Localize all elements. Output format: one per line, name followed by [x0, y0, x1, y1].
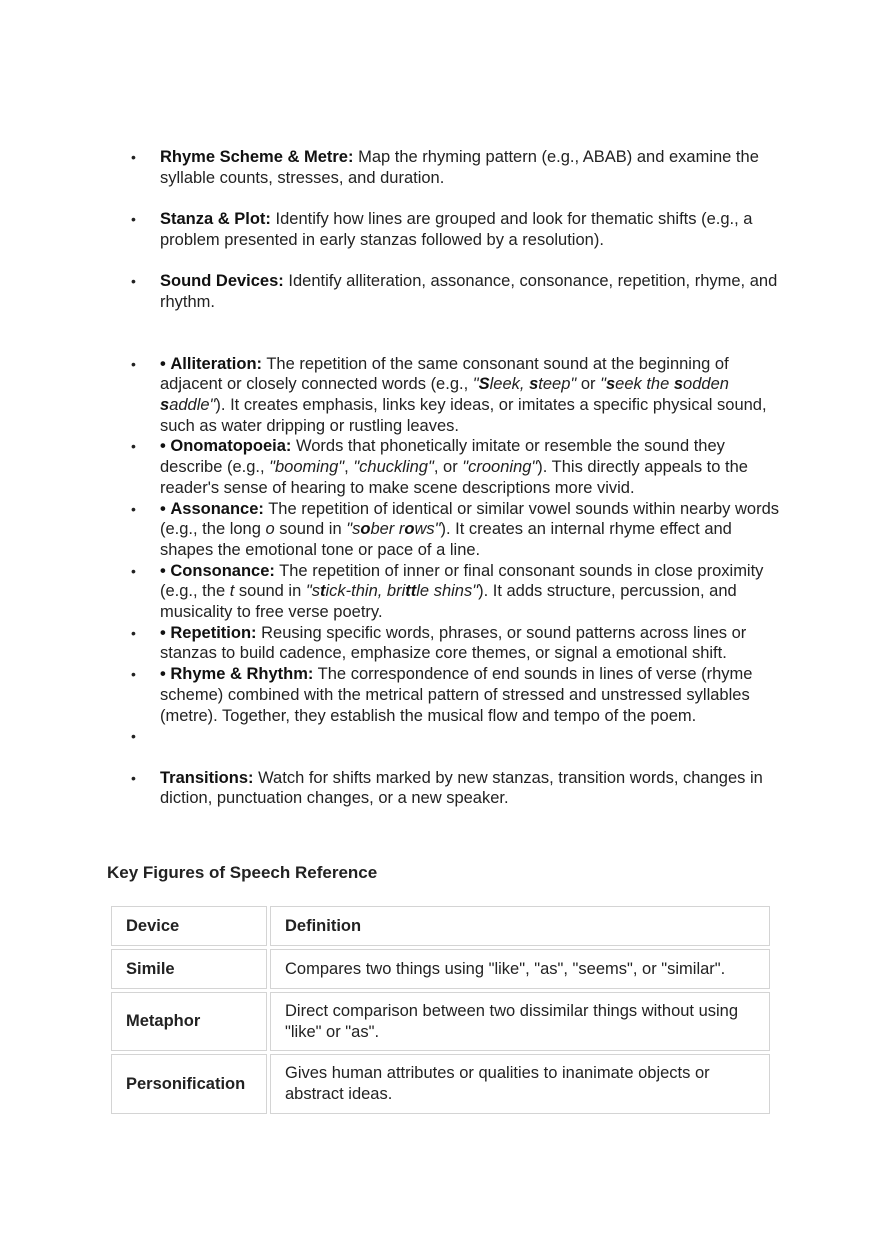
- list-item-term: Consonance:: [170, 561, 275, 580]
- bullet-icon: •: [131, 769, 136, 786]
- table-row: [111, 1054, 770, 1113]
- device-cell: Personification: [111, 1054, 267, 1113]
- bullet-icon: •: [131, 562, 136, 579]
- list-item: [0, 209, 880, 250]
- bullet-icon: •: [131, 273, 136, 290]
- list-item-term: Rhyme & Rhythm:: [170, 665, 314, 684]
- sound-letter: o: [265, 520, 275, 539]
- list-item-assonance: • • Assonance: The repetition of identical or similar vowel sounds within nearby words (e.g., the long o sound in "sober rows"). It creates an internal rhyme effect and shapes the emotional tone or pace of a line.: [131, 499, 780, 559]
- column-header-definition: Definition: [270, 906, 770, 946]
- list-item-onomatopoeia: • • Onomatopoeia: Words that phonetically imitate or resemble the sound they describe (e.g., "booming", "chuckling", or "crooning"). This directly appeals to the reader's sense of hearing to make scene descriptions more vivid.: [131, 437, 748, 497]
- device-cell: Metaphor: [111, 992, 267, 1051]
- example-booming: "booming": [269, 458, 345, 477]
- bullet-icon: •: [131, 728, 136, 745]
- list-item-text: Map the rhyming pattern (e.g., ABAB) and examine the syllable counts, stresses, and duration.: [160, 148, 759, 187]
- analysis-bullet-list: [0, 147, 880, 809]
- list-item-term: Assonance:: [170, 499, 264, 518]
- list-item-transitions: • Transitions: Watch for shifts marked by new stanzas, transition words, changes in diction, punctuation changes, or a new speaker.: [131, 768, 763, 808]
- section-heading: Key Figures of Speech Reference: [107, 863, 378, 882]
- list-item-alliteration: • • Alliteration: The repetition of the same consonant sound at the beginning of adjacent or closely connected words (e.g., "Sleek, steep" or "seek the sodden saddle"). It creates emphasis, links key ideas, or imitates a specific physical sound, such as water dripping or rustling leaves.: [131, 354, 767, 435]
- bullet-icon: •: [131, 149, 136, 165]
- list-item-text: Identify how lines are grouped and look for thematic shifts (e.g., a problem presented in early stanzas followed by a resolution).: [160, 210, 753, 249]
- list-item-term: Sound Devices:: [160, 272, 284, 291]
- example-sleek-steep: "Sleek, steep": [472, 375, 577, 394]
- list-item: [0, 147, 880, 188]
- bullet-icon: •: [131, 438, 136, 455]
- bullet-icon: •: [131, 211, 136, 228]
- example-crooning: "crooning": [462, 458, 538, 477]
- inner-bullet-icon: •: [160, 437, 166, 456]
- bullet-icon: •: [131, 500, 136, 517]
- list-item-term: Onomatopoeia:: [170, 437, 292, 456]
- definition-cell: Direct comparison between two dissimilar things without using "like" or "as".: [270, 992, 770, 1051]
- bullet-icon: •: [131, 624, 136, 641]
- example-chuckling: "chuckling": [353, 458, 434, 477]
- list-item-term: Transitions:: [160, 768, 254, 787]
- list-item-text: Identify alliteration, assonance, consonance, repetition, rhyme, and rhythm.: [160, 272, 778, 311]
- figures-of-speech-table: [108, 903, 773, 1117]
- inner-bullet-icon: •: [160, 499, 166, 518]
- list-item: [0, 271, 880, 312]
- list-item-repetition: • • Repetition: Reusing specific words, phrases, or sound patterns across lines or stanzas to build cadence, emphasize core themes, or signal a emotional shift.: [131, 623, 747, 663]
- list-item-term: Repetition:: [170, 623, 257, 642]
- example-seek-the-sodden-saddle: "seek the sodden saddle": [160, 375, 729, 414]
- definition-cell: Gives human attributes or qualities to inanimate objects or abstract ideas.: [270, 1054, 770, 1113]
- column-header-device: Device: [111, 906, 267, 946]
- list-item-consonance: • • Consonance: The repetition of inner or final consonant sounds in close proximity (e.g., the t sound in "stick-thin, brittle shins"). It adds structure, percussion, and musicality to free verse poetry.: [131, 561, 764, 622]
- list-item-rhyme-rhythm: • • Rhyme & Rhythm: The correspondence of end sounds in lines of verse (rhyme scheme) combined with the metrical pattern of stressed and unstressed syllables (metre). Together, they establish the musical flow and tempo of the poem.: [131, 665, 753, 725]
- table-header-row: [111, 906, 770, 946]
- device-cell: Simile: [111, 949, 267, 989]
- inner-bullet-icon: •: [160, 354, 166, 373]
- inner-bullet-icon: •: [160, 561, 166, 580]
- example-sober-rows: "sober rows": [346, 520, 441, 539]
- table-row: [111, 949, 770, 989]
- list-item-term: Rhyme Scheme & Metre:: [160, 148, 354, 166]
- list-item-empty: [0, 726, 880, 747]
- inner-bullet-icon: •: [160, 665, 166, 684]
- definition-cell: Compares two things using "like", "as", "seems", or "similar".: [270, 949, 770, 989]
- list-item-term: Stanza & Plot:: [160, 210, 271, 229]
- inner-bullet-icon: •: [160, 623, 166, 642]
- sound-letter: t: [229, 582, 235, 601]
- table-row: [111, 992, 770, 1051]
- list-item-term: Alliteration:: [170, 354, 263, 373]
- bullet-icon: •: [131, 355, 136, 372]
- bullet-icon: •: [131, 666, 136, 683]
- list-item-text: The repetition of the same consonant sound at the beginning of adjacent or closely connected words (e.g.,: [160, 354, 729, 394]
- example-stick-thin-brittle-shins: "stick-thin, brittle shins": [305, 582, 479, 601]
